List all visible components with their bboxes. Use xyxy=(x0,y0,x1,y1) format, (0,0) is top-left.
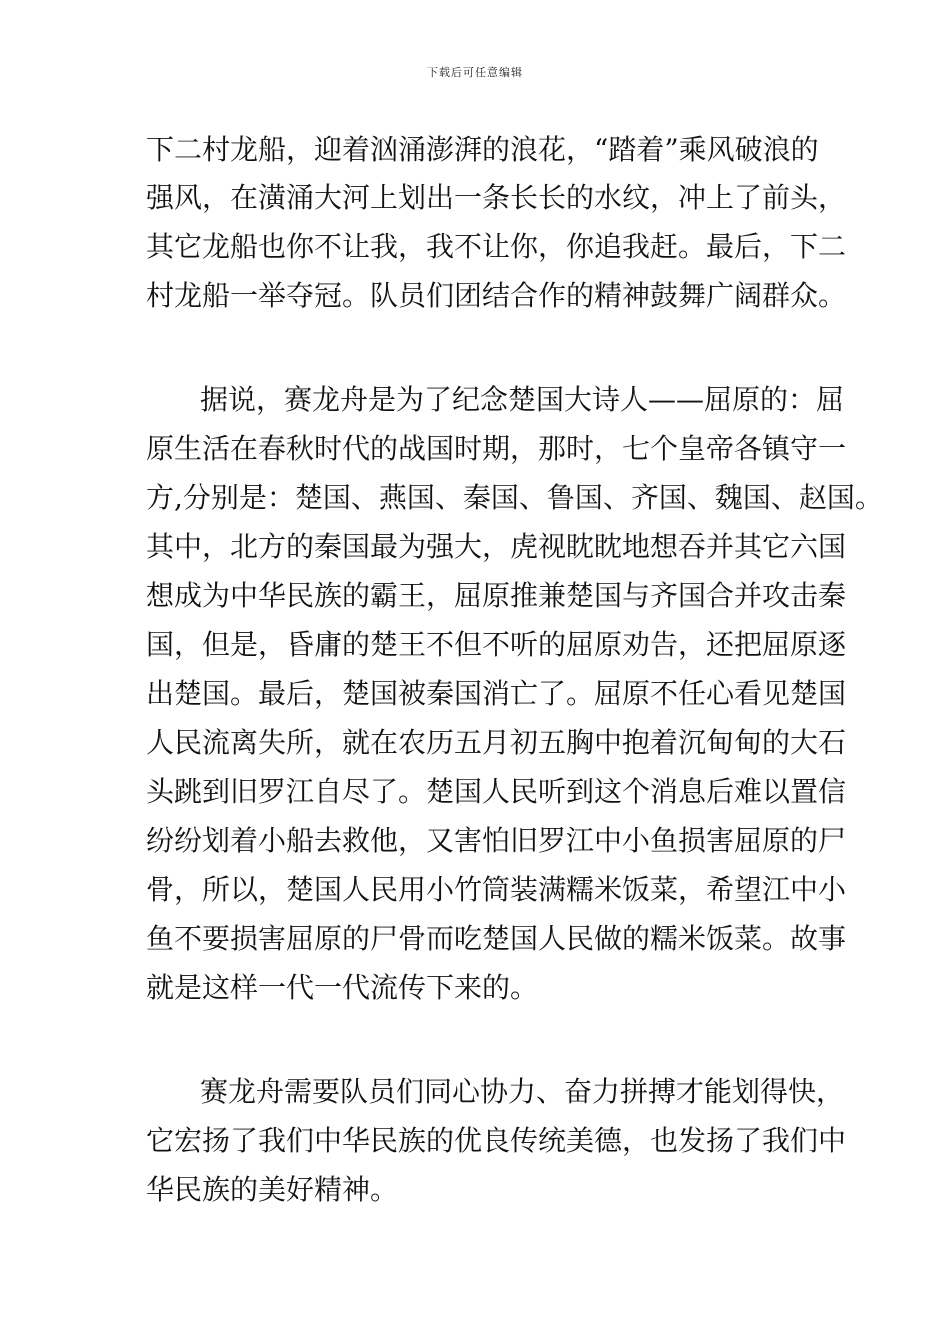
paragraph-1-line-4: 村龙船一举夺冠。队员们团结合作的精神鼓舞广阔群众。 xyxy=(146,279,847,312)
paragraph-2-line-12: 鱼不要损害屈原的尸骨而吃楚国人民做的糯米饭菜。故事 xyxy=(146,922,847,955)
paragraph-2-line-10: 纷纷划着小船去救他，又害怕旧罗江中小鱼损害屈原的尸 xyxy=(146,824,847,857)
paragraph-2-line-11: 骨，所以，楚国人民用小竹筒装满糯米饭菜，希望江中小 xyxy=(146,873,847,906)
paragraph-1-line-2: 强风，在潢涌大河上划出一条长长的水纹，冲上了前头， xyxy=(146,181,847,214)
paragraph-3-line-1: 赛龙舟需要队员们同心协力、奋力拼搏才能划得快， xyxy=(200,1075,845,1108)
paragraph-2-line-4: 其中，北方的秦国最为强大，虎视眈眈地想吞并其它六国 xyxy=(146,530,847,563)
paragraph-2-line-7: 出楚国。最后，楚国被秦国消亡了。屈原不任心看见楚国 xyxy=(146,677,847,710)
paragraph-2-line-6: 国，但是，昏庸的楚王不但不听的屈原劝告，还把屈原逐 xyxy=(146,628,847,661)
paragraph-2-line-3: 方,分别是：楚国、燕国、秦国、鲁国、齐国、魏国、赵国。 xyxy=(146,481,883,514)
paragraph-2-line-13: 就是这样一代一代流传下来的。 xyxy=(146,971,539,1004)
paragraph-3-line-3: 华民族的美好精神。 xyxy=(146,1173,399,1206)
paragraph-3-line-2: 它宏扬了我们中华民族的优良传统美德，也发扬了我们中 xyxy=(146,1124,847,1157)
paragraph-2-line-5: 想成为中华民族的霸王，屈原推兼楚国与齐国合并攻击秦 xyxy=(146,579,847,612)
paragraph-1-line-1: 下二村龙船，迎着汹涌澎湃的浪花，“踏着”乘风破浪的 xyxy=(146,133,819,166)
header-note: 下载后可任意编辑 xyxy=(427,66,523,79)
paragraph-2-line-8: 人民流离失所，就在农历五月初五胸中抱着沉甸甸的大石 xyxy=(146,726,847,759)
paragraph-1-line-3: 其它龙船也你不让我，我不让你，你追我赶。最后，下二 xyxy=(146,230,847,263)
paragraph-2-line-9: 头跳到旧罗江自尽了。楚国人民听到这个消息后难以置信 xyxy=(146,775,847,808)
paragraph-2-line-1: 据说，赛龙舟是为了纪念楚国大诗人——屈原的：屈 xyxy=(200,383,845,416)
paragraph-2-line-2: 原生活在春秋时代的战国时期，那时，七个皇帝各镇守一 xyxy=(146,432,847,465)
